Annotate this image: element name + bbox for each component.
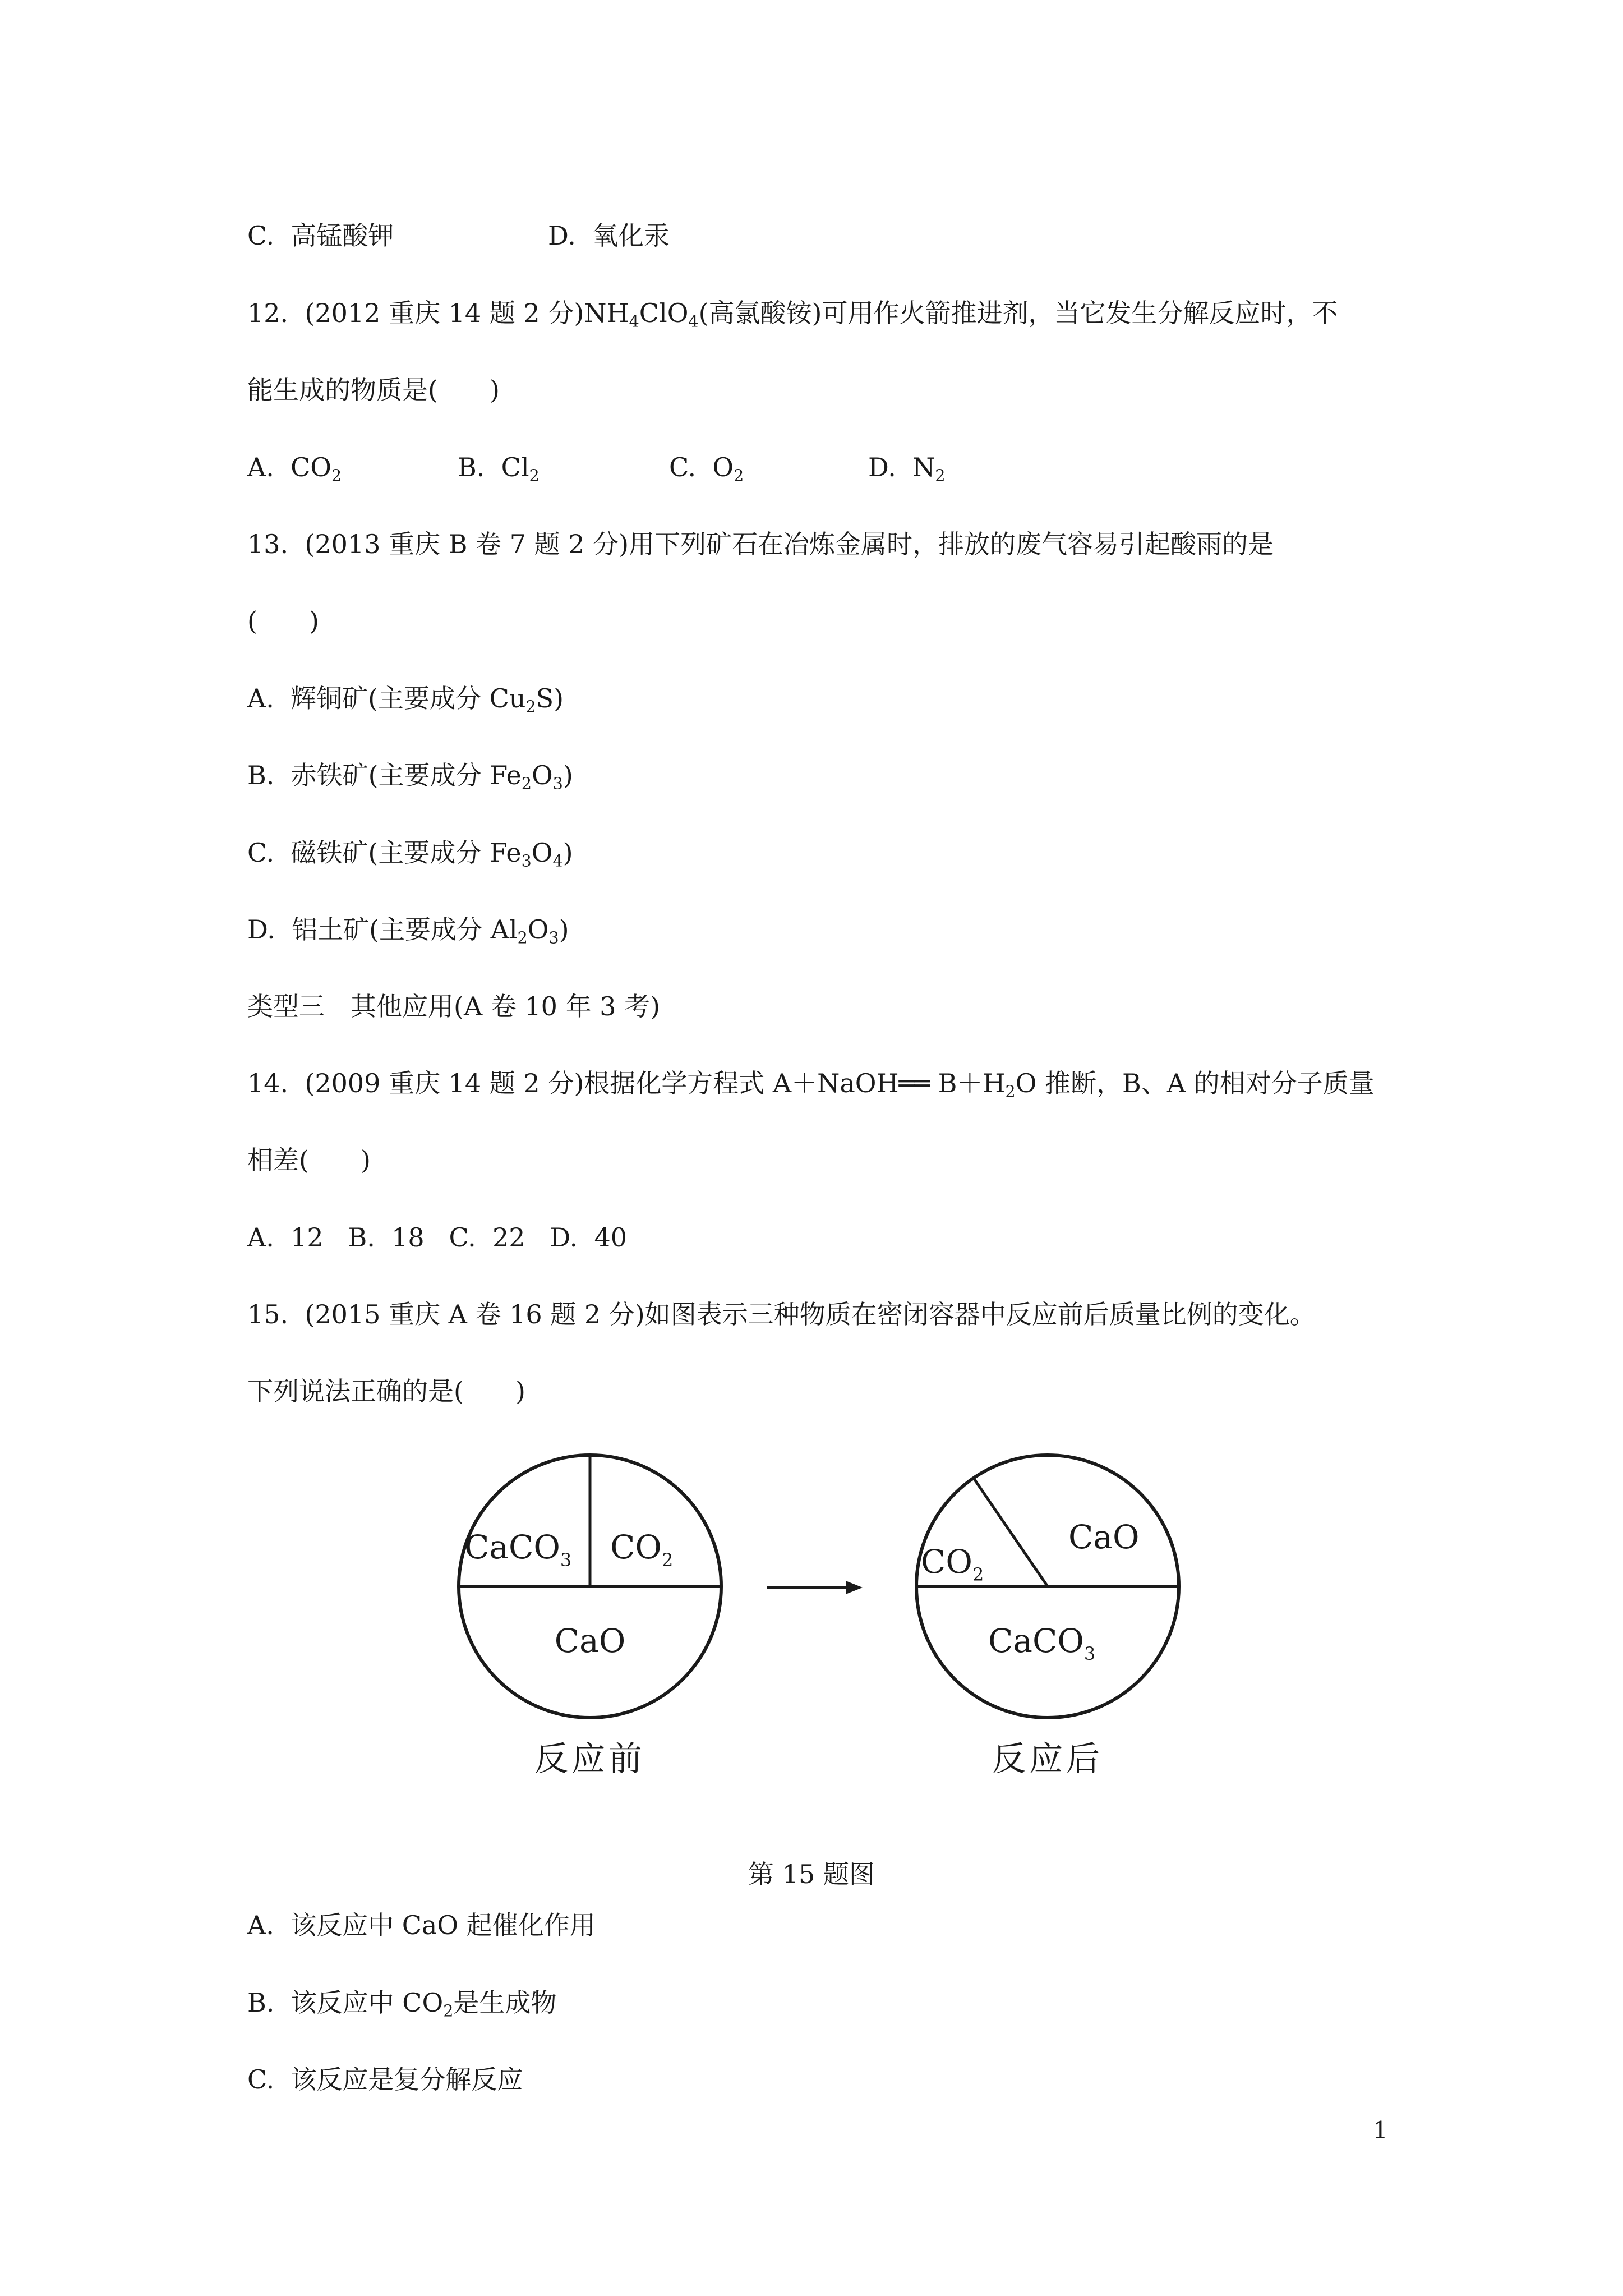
q13-stem-line2: ( ) (247, 606, 319, 636)
q13-option-c: C. 磁铁矿(主要成分 $Fe_3O_4$) (247, 838, 573, 871)
before-caco3-label: CaCO$_3$ (464, 1528, 572, 1571)
after-co2-label: $CO_2$ (921, 1543, 984, 1585)
q14-stem-line1: 14. (2009 重庆 14 题 2 分)根据化学方程式 A＋NaOH══ $B+H_2O$ 推断，B、A 的相对分子质量 (247, 1068, 1375, 1101)
q13-option-b: B. 赤铁矿(主要成分 $Fe_2O_3$) (247, 760, 573, 793)
q15-option-c: C. 该反应是复分解反应 (247, 2064, 523, 2095)
q14-options: A. 12 B. 18 C. 22 D. 40 (247, 1222, 628, 1253)
q12-option-b: B. $Cl_2$ (458, 452, 540, 485)
reaction-arrow (767, 1581, 863, 1594)
before-co2-label: $CO_2$ (610, 1528, 674, 1571)
q13-stem-line1: 13. (2013 重庆 B 卷 7 题 2 分)用下列矿石在冶炼金属时，排放的废气容易引起酸雨的是 (247, 529, 1274, 559)
after-caption: 反应后 (992, 1740, 1103, 1779)
figure-caption: 第 15 题图 (748, 1859, 875, 1889)
q12-option-d: D. $N_2$ (868, 452, 946, 485)
before-pie (459, 1455, 721, 1779)
q11-option-d: D. 氧化汞 (548, 220, 670, 251)
q15-option-b: B. 该反应中 $CO_2$是生成物 (247, 1987, 557, 2021)
q12-option-a: A. $CO_2$ (247, 452, 342, 485)
after-divider-diagonal (974, 1478, 1048, 1586)
page-number: 1 (1373, 2116, 1388, 2144)
before-caption: 反应前 (534, 1740, 645, 1779)
q15-option-a: A. 该反应中 CaO 起催化作用 (247, 1910, 596, 1940)
q13-option-d: D. 铝土矿(主要成分 $Al_2O_3$) (247, 914, 569, 947)
q12-option-c: C. $O_2$ (669, 452, 744, 485)
q12-stem-line1: 12. (2012 重庆 14 题 2 分)$NH_4ClO_4$(高氯酸铵)可用作火箭推进剂，当它发生分解反应时，不 (247, 298, 1338, 331)
q15-stem-line1: 15. (2015 重庆 A 卷 16 题 2 分)如图表示三种物质在密闭容器中反应前后质量比例的变化。 (247, 1299, 1316, 1329)
after-pie (916, 1455, 1179, 1779)
q11-option-c: C. 高锰酸钾 (247, 220, 394, 251)
q12-stem-line2: 能生成的物质是( ) (247, 375, 500, 405)
q15-figure (443, 1453, 1189, 1789)
section-heading: 类型三 其他应用(A 卷 10 年 3 考) (247, 991, 661, 1022)
before-cao-label: CaO (554, 1622, 626, 1660)
q13-option-a: A. 辉铜矿(主要成分 $Cu_2S$) (247, 683, 564, 716)
after-cao-label: CaO (1068, 1518, 1140, 1556)
q14-stem-line2: 相差( ) (247, 1145, 371, 1175)
q15-stem-line2: 下列说法正确的是( ) (247, 1376, 525, 1406)
after-caco3-label: CaCO$_3$ (988, 1622, 1096, 1664)
